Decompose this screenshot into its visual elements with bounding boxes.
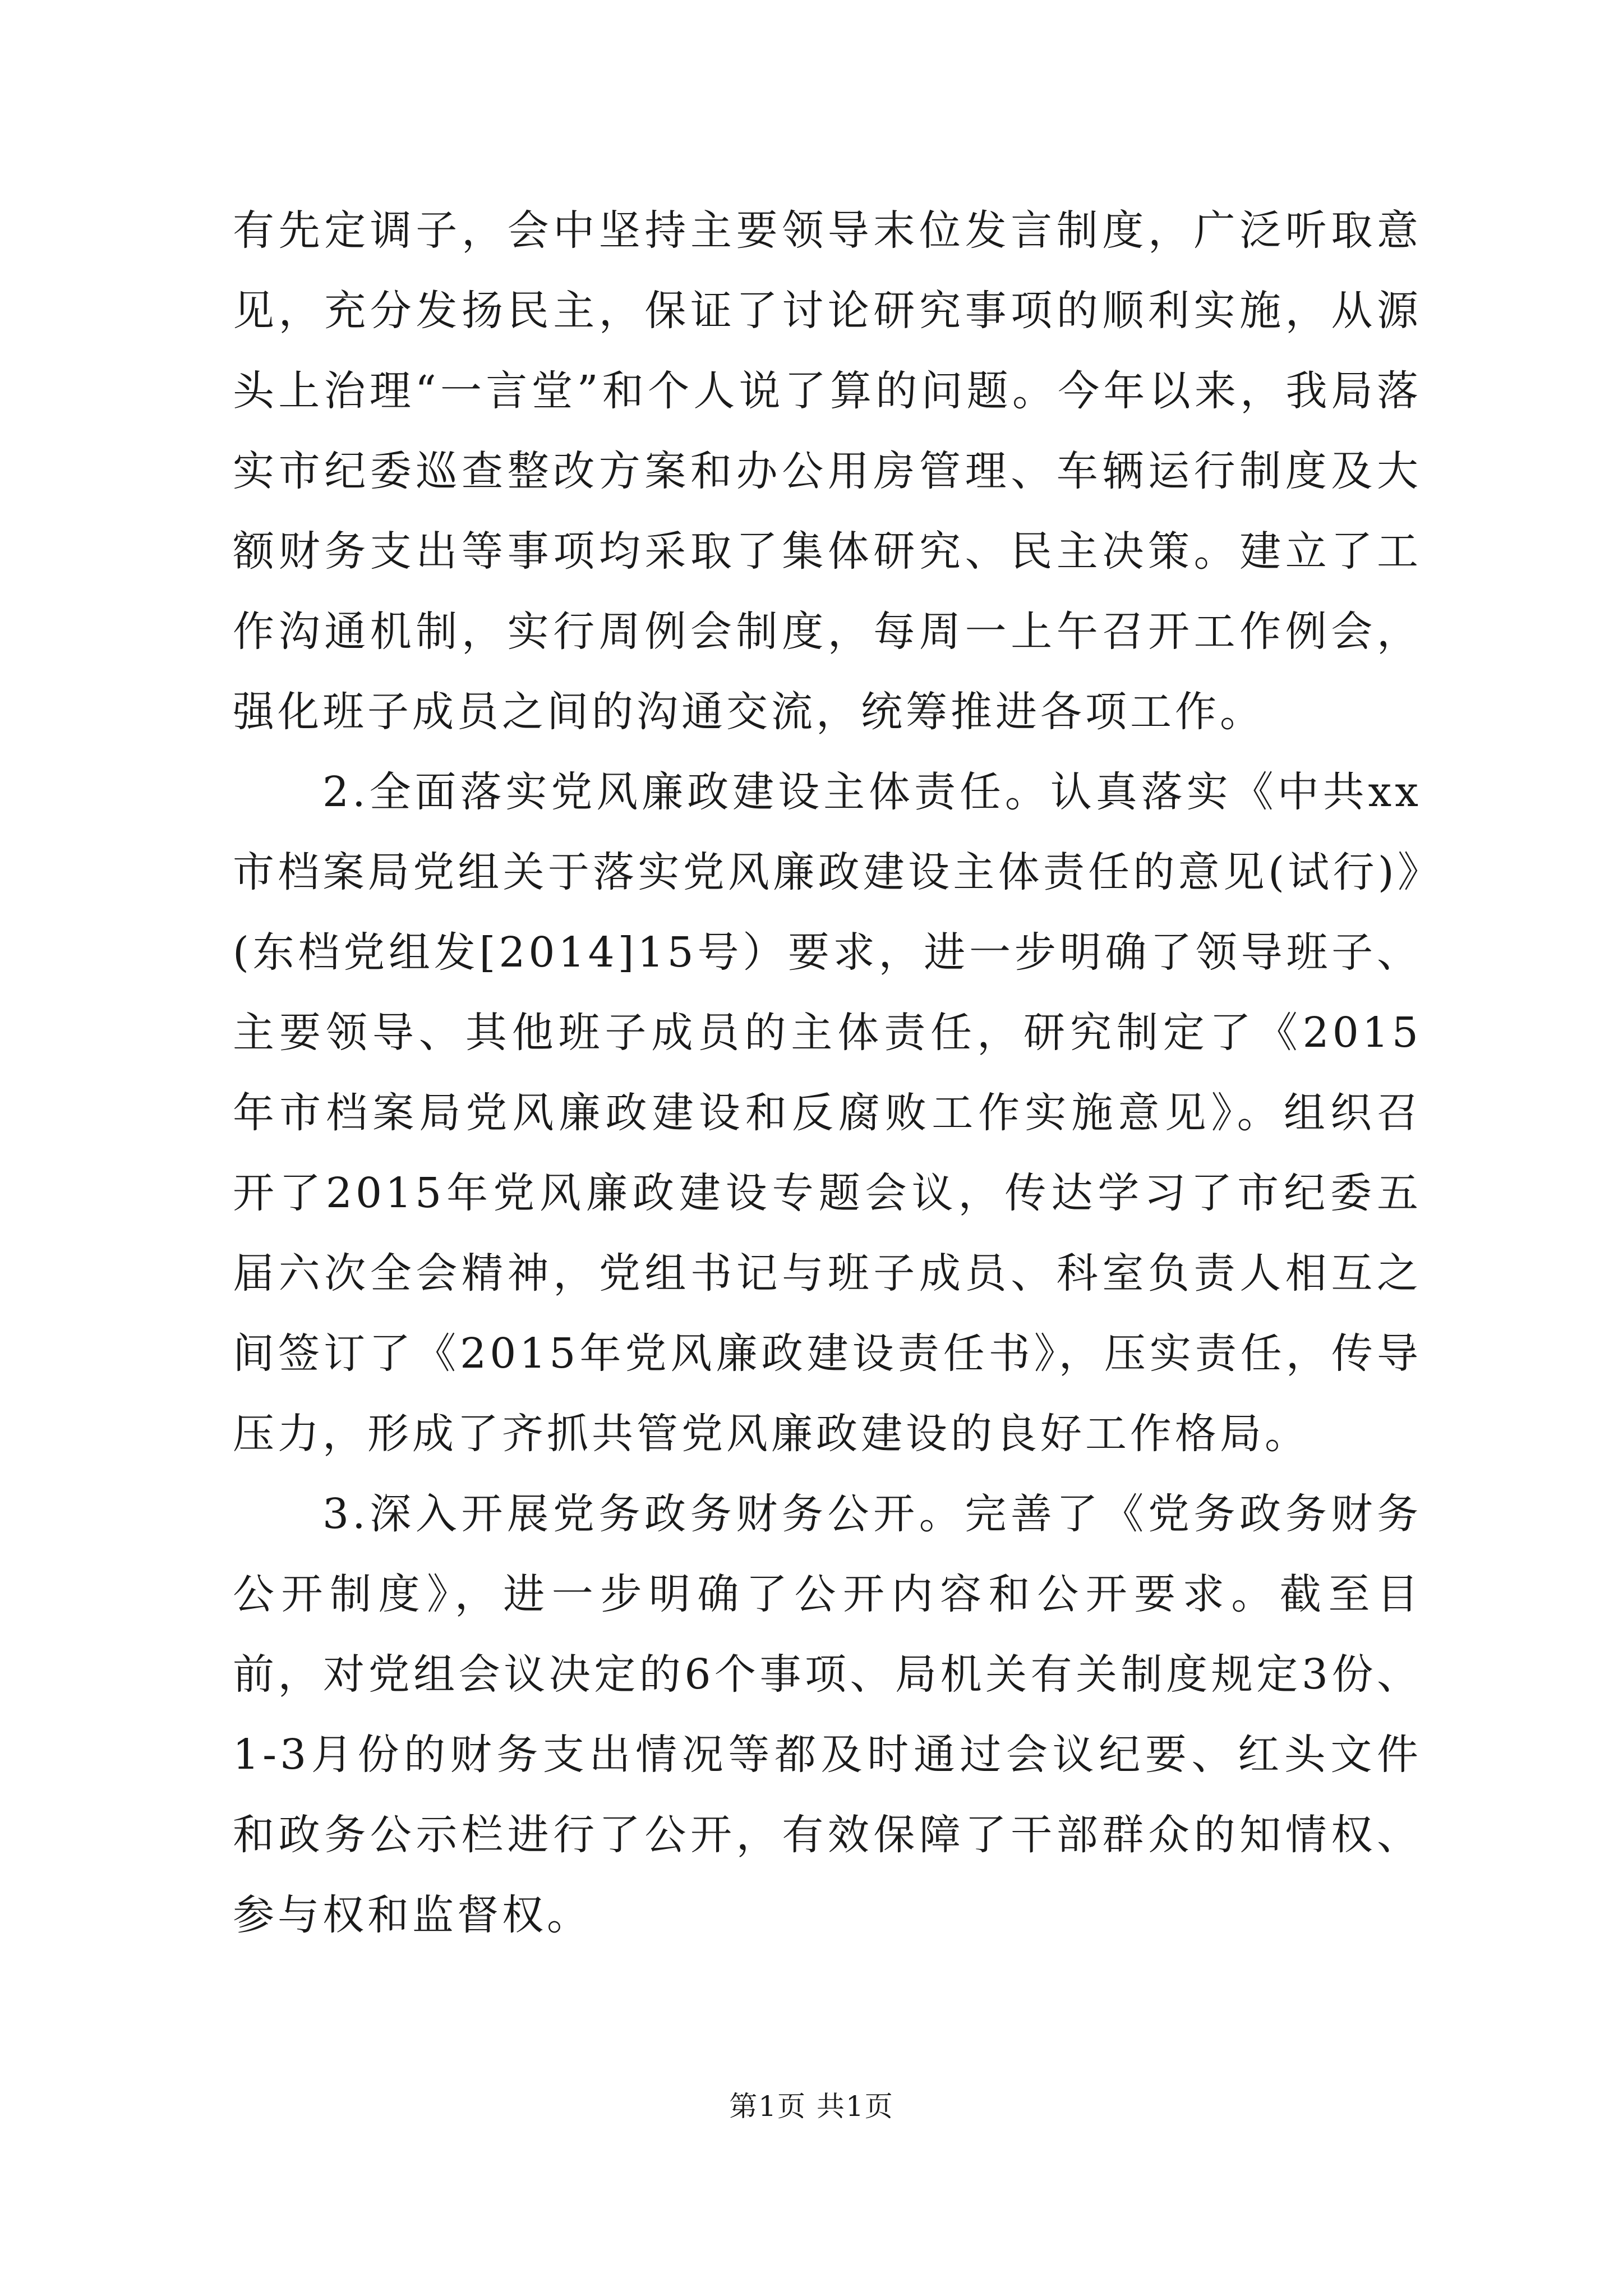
paragraph-1: 有先定调子，会中坚持主要领导末位发言制度，广泛听取意见，充分发扬民主，保证了讨论研究事项的顺利实施，从源头上治理“一言堂”和个人说了算的问题。今年以来，我局落实市纪委巡查整改方案和办公用房管理、车辆运行制度及大额财务支出等事项均采取了集体研究、民主决策。建立了工作沟通机制，实行周例会制度，每周一上午召开工作例会，强化班子成员之间的沟通交流，统筹推进各项工作。 xyxy=(233,206,1422,736)
page-footer: 第1页 共1页 xyxy=(729,2090,894,2123)
paragraph-3: 3.深入开展党务政务财务公开。完善了《党务政务财务公开制度》，进一步明确了公开内容和公开要求。截至目前，对党组会议决定的6个事项、局机关有关制度规定3份、1-3月份的财务支出情况等都及时通过会议纪要、红头文件和政务公示栏进行了公开，有效保障了干部群众的知情权、参与权和监督权。 xyxy=(233,1490,1422,1939)
document-body xyxy=(233,191,1422,1955)
paragraph-2: 2.全面落实党风廉政建设主体责任。认真落实《中共xx市档案局党组关于落实党风廉政建设主体责任的意见(试行)》(东档党组发[2014]15号）要求，进一步明确了领导班子、主要领导、其他班子成员的主体责任，研究制定了《2015年市档案局党风廉政建设和反腐败工作实施意见》。组织召开了2015年党风廉政建设专题会议，传达学习了市纪委五届六次全会精神，党组书记与班子成员、科室负责人相互之间签订了《2015年党风廉政建设责任书》，压实责任，传导压力，形成了齐抓共管党风廉政建设的良好工作格局。 xyxy=(233,768,1422,1458)
